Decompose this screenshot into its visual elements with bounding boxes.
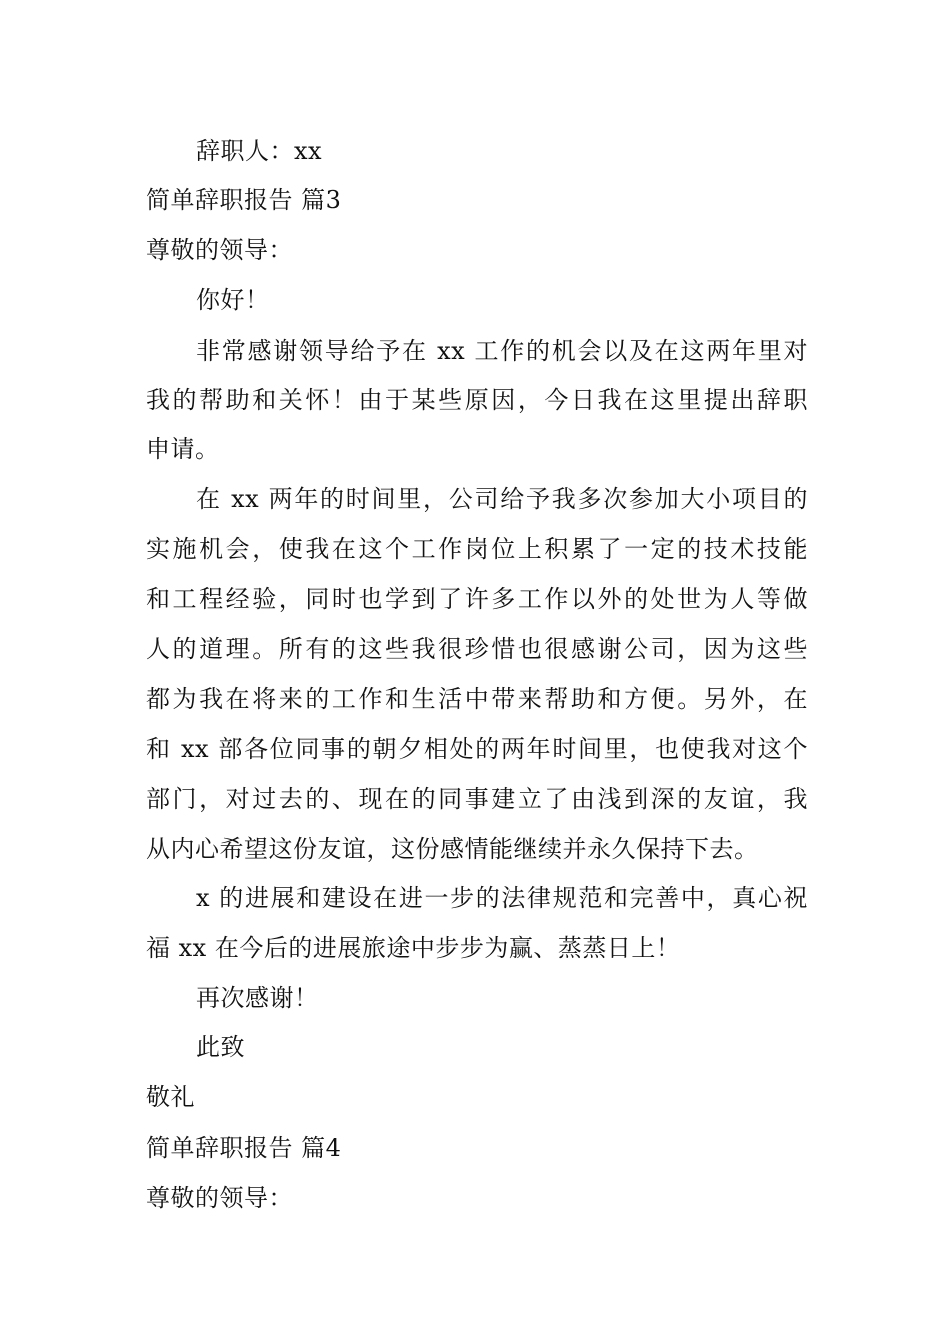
paragraph-line: x 的进展和建设在进一步的法律规范和完善中，真心祝: [196, 884, 808, 912]
section-3-greeting: 你好！: [196, 286, 270, 314]
paragraph-line: 我的帮助和关怀！由于某些原因，今日我在这里提出辞职: [146, 386, 808, 414]
closing-line: 此致: [196, 1033, 245, 1061]
section-4-title: 简单辞职报告 篇4: [146, 1134, 342, 1162]
closing-line: 敬礼: [146, 1083, 195, 1111]
paragraph-line: 非常感谢领导给予在 xx 工作的机会以及在这两年里对: [196, 337, 808, 365]
section-3-title: 简单辞职报告 篇3: [146, 186, 342, 214]
thanks-line: 再次感谢！: [196, 984, 319, 1012]
paragraph-line: 人的道理。所有的这些我很珍惜也很感谢公司，因为这些: [146, 635, 808, 663]
paragraph-line: 实施机会，使我在这个工作岗位上积累了一定的技术技能: [146, 535, 808, 563]
paragraph-line: 从内心希望这份友谊，这份感情能继续并永久保持下去。: [146, 835, 759, 863]
paragraph-line: 福 xx 在今后的进展旅途中步步为赢、蒸蒸日上！: [146, 934, 681, 962]
paragraph-line: 和 xx 部各位同事的朝夕相处的两年时间里，也使我对这个: [146, 735, 808, 763]
paragraph-line: 部门，对过去的、现在的同事建立了由浅到深的友谊，我: [146, 785, 808, 813]
section-4-salutation: 尊敬的领导：: [146, 1184, 293, 1212]
signature-line: 辞职人：xx: [196, 137, 323, 165]
paragraph-line: 都为我在将来的工作和生活中带来帮助和方便。另外，在: [146, 685, 808, 713]
paragraph-line: 在 xx 两年的时间里，公司给予我多次参加大小项目的: [196, 485, 808, 513]
section-3-salutation: 尊敬的领导：: [146, 236, 293, 264]
paragraph-line: 申请。: [146, 435, 220, 463]
paragraph-line: 和工程经验，同时也学到了许多工作以外的处世为人等做: [146, 585, 808, 613]
